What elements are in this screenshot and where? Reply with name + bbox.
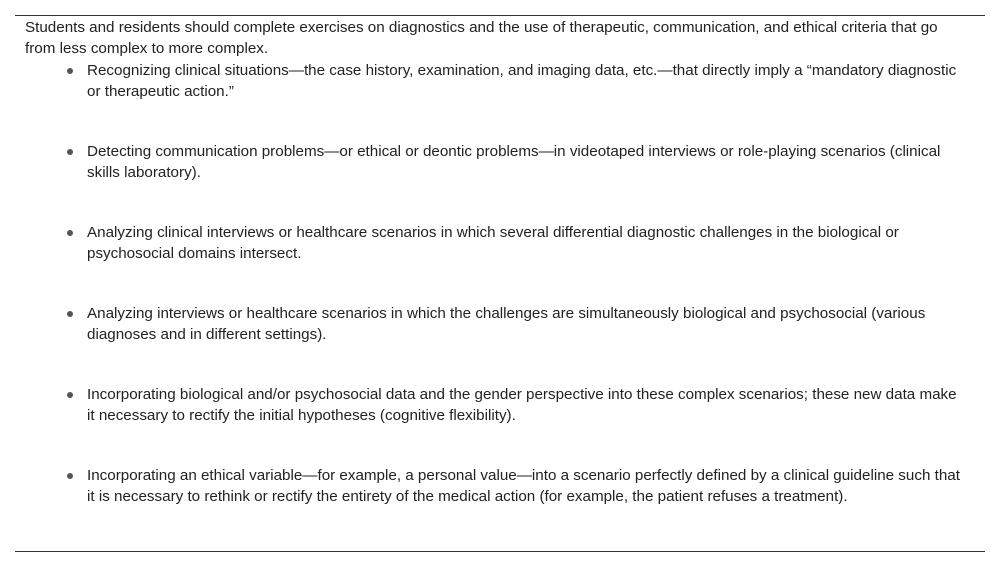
list-item-text: Incorporating an ethical variable—for example, a personal value—into a scenario perfectly defined by a clinical guideline such that it is necessary to rethink or rectify the entirety of the medical action (for example, the patient refuses a treatment). [87, 467, 960, 505]
list-item-text: Analyzing interviews or healthcare scenarios in which the challenges are simultaneously biological and psychosocial (various diagnoses and in different settings). [87, 305, 926, 343]
list-item [25, 384, 960, 426]
exercise-list [25, 60, 960, 507]
list-item [25, 141, 960, 183]
bullet-icon [67, 392, 73, 398]
list-item-text: Incorporating biological and/or psychosocial data and the gender perspective into these complex scenarios; these new data make it necessary to rectify the initial hypotheses (cognitive flexibility). [87, 386, 957, 424]
intro-paragraph: Students and residents should complete exercises on diagnostics and the use of therapeutic, communication, and ethical criteria that go from less complex to more complex. [25, 19, 938, 57]
list-item-text: Recognizing clinical situations—the case history, examination, and imaging data, etc.—that directly imply a “mandatory diagnostic or therapeutic action.” [87, 62, 957, 100]
top-rule [15, 15, 985, 16]
bullet-icon [67, 311, 73, 317]
list-item [25, 222, 960, 264]
list-item [25, 303, 960, 345]
bullet-icon [67, 149, 73, 155]
bullet-icon [67, 68, 73, 74]
bullet-icon [67, 230, 73, 236]
list-item [25, 60, 960, 102]
table-cell [25, 17, 960, 507]
list-item-text: Analyzing clinical interviews or healthcare scenarios in which several differential diagnostic challenges in the biological or psychosocial domains intersect. [87, 224, 899, 262]
list-item-text: Detecting communication problems—or ethical or deontic problems—in videotaped interviews or role-playing scenarios (clinical skills laboratory). [87, 143, 941, 181]
list-item [25, 465, 960, 507]
bullet-icon [67, 473, 73, 479]
bottom-rule [15, 551, 985, 552]
